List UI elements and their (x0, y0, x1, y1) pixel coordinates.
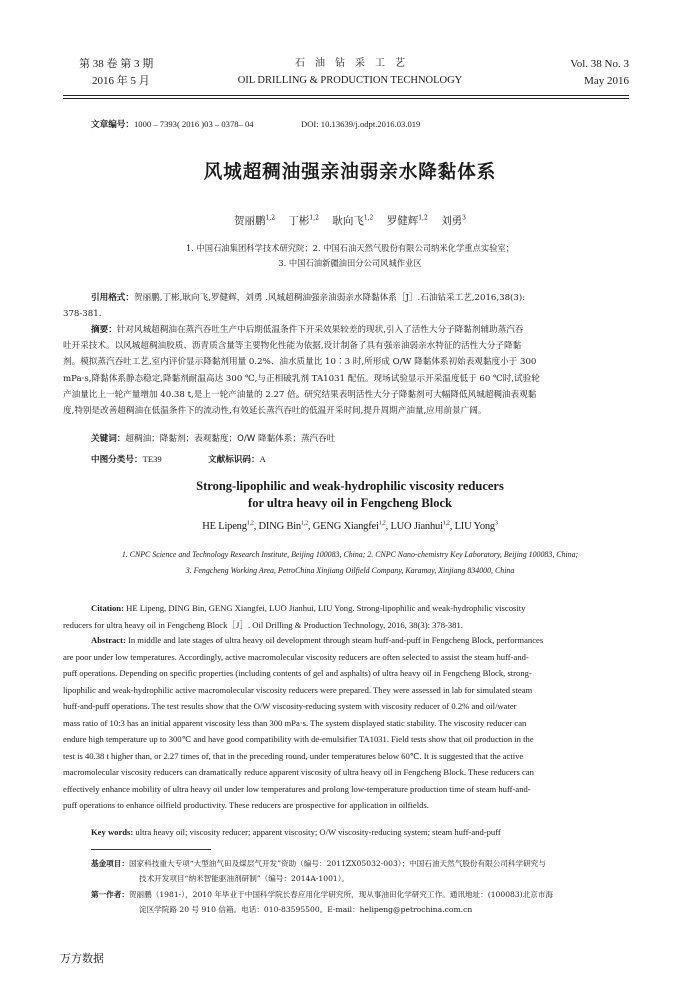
clc-number: 中图分类号：TE39 (91, 454, 162, 465)
header-date-en: May 2016 (584, 75, 629, 87)
affiliation-zh-line: 1. 中国石油集团科学技术研究院；2. 中国石油天然气股份有限公司纳米化学重点实验室； (185, 243, 515, 253)
abstract-zh-label: 摘要： (91, 325, 117, 335)
keywords-en: Key words: ultra heavy oil; viscosity reducer; apparent viscosity; O/W viscosity-reducing system; steam huff-and-puff (91, 827, 501, 837)
author-zh: 贺丽鹏$^{1,2}$ (234, 214, 276, 227)
author-zh: 罗健辉$^{1,2}$ (386, 214, 428, 227)
article-no-label: 文章编号： (91, 120, 134, 130)
fund-label: 基金项目： (91, 859, 129, 868)
author-label: 第一作者： (91, 890, 129, 899)
keywords-zh: 关键词：超稠油；降黏剂；表观黏度；O/W 降黏体系；蒸汽吞吐 (91, 434, 336, 444)
header-rule-top (63, 95, 629, 96)
header-rule-bottom (63, 98, 629, 99)
citation-en-label: Citation: (91, 603, 124, 613)
abstract-en: Abstract: In middle and late stages of ultra heavy oil development through steam huff-and-puff in Fengcheng Block, performances are poor under low temperatures. Accordingly, active macromolecular viscosity reducers are often selected to assist the steam huff-and- puff operations. Depending on specific properties (including contents of gel and asphalts) of ultra heavy oil in Fengcheng Block, strong- lipophilic and weak-hydrophilic active macromolecular viscosity reducers were prepared. They were assessed in lab for simulated steam huff-and-puff operations. The test results show that the O/W viscosity-reducing system with viscosity reducer of 0.2% and oil/water mass ratio of 10:3 has an initial apparent viscosity less than 300 mPa·s. The system displayed static stability. The viscosity reducer can endure high temperature up to 300℃ and have good compatibility with de-emulsifier TA1031. Field tests show that oil production in the test is 40.38 t higher than, or 2.27 times of, that in the preceding round, under temperatures below 60℃. It is suggested that the active macromolecular viscosity reducers can dramatically reduce apparent viscosity of ultra heavy oil in Fengcheng Block. These reducers can effectively enhance mobility of ultra heavy oil under low temperatures and prolong low-temperature production time of steam huff-and- puff operations to enhance oilfield productivity. These reducers are prospective for application in oilfields. (63, 635, 544, 810)
citation-en: Citation: HE Lipeng, DING Bin, GENG Xiangfei, LUO Jianhui, LIU Yong. Strong-lipophilic and weak-hydrophilic viscosity reducers for ultra heavy oil in Fengcheng Block［J］. Oil Drilling & Production Technology, 2016, 38(3): 378-381. (63, 603, 526, 630)
doi: DOI: 10.13639/j.odpt.2016.03.019 (301, 119, 421, 129)
affiliation-zh-line: 3. 中国石油新疆油田分公司风城作业区 (278, 258, 422, 268)
article-no: 1000 – 7393( 2016 )03 – 0378– 04 (133, 119, 254, 129)
affiliation-en-line: 3. Fengcheng Working Area, PetroChina Xinjiang Oilfield Company, Karamay, Xinjiang 834000, China (185, 566, 515, 575)
article-meta (91, 118, 254, 131)
author-zh: 丁彬$^{1,2}$ (288, 214, 319, 227)
author-zh: 耿向飞$^{1,2}$ (332, 214, 374, 227)
footnote-fund: 基金项目：国家科技重大专项“大型油气田及煤层气开发”资助（编号：2011ZX05032-003）；中国石油天然气股份有限公司科学研究与 技术开发项目“纳米智能驱油剂研制”（编号：2014A-1001）。 (91, 859, 546, 883)
header-journal-zh: 石 油 钻 采 工 艺 (295, 58, 405, 69)
author-en: DING Bin$^{1,2}$ (258, 520, 308, 532)
authors-zh (0, 213, 700, 228)
doc-code: 文献标识码：A (208, 454, 266, 465)
header-date-zh: 2016 年 5 月 (92, 75, 150, 87)
keywords-zh-label: 关键词： (91, 434, 126, 444)
affiliations-en (0, 547, 700, 579)
author-en: HE Lipeng$^{1,2}$ (202, 520, 254, 532)
author-en: LUO Jianhui$^{1,2}$ (390, 520, 450, 532)
author-en: GENG Xiangfei$^{1,2}$ (312, 520, 386, 532)
header-volume-zh: 第 38 卷 第 3 期 (79, 58, 154, 70)
abstract-zh: 摘要：针对风城超稠油在蒸汽吞吐生产中后期低温条件下开采效果较差的现状,引入了活性大分子降黏剂辅助蒸汽吞 吐开采技术。以风城超稠油胶质、沥青质含量等主要物化性能为依据,设计制备了具有强亲油弱亲水特征的活性大分子降黏 剂。模拟蒸汽吞吐工艺,室内评价显示降黏剂用量 0.2%、油水质量比 10∶3 时,所形成 O/W 降黏体系初始表观黏度小于 300 mPa·s,降黏体系静态稳定,降黏剂耐温高达 300 ℃,与正相破乳剂 TA1031 配伍。现场试验显示开采温度低于 60 ℃时,试验轮 产油量比上一轮产量增加 40.38 t,是上一轮产油量的 2.27 倍。研究结果表明活性大分子降黏剂可大幅降低风城超稠油表观黏 度,特别是改善超稠油在低温条件下的流动性,有效延长蒸汽吞吐的低温开采时间,提升周期产油量,应用前景广阔。 (63, 325, 540, 417)
header-journal-en: OIL DRILLING & PRODUCTION TECHNOLOGY (237, 75, 463, 86)
title-en: Strong-lipophilic and weak-hydrophilic viscosity reducers for ultra heavy oil in Fengcheng Block (196, 479, 504, 510)
citation-zh: 引用格式：贺丽鹏,丁彬,耿向飞,罗健辉，刘勇 .风城超稠油强亲油弱亲水降黏体系［J］.石油钻采工艺,2016,38(3): 378-381. (63, 293, 526, 320)
watermark-wanfang: 万方数据 (60, 952, 104, 965)
affiliation-en-line: 1. CNPC Science and Technology Research Institute, Beijing 100083, China; 2. CNPC Nano-chemistry Key Laboratory, Beijing 100083, China; (121, 550, 579, 559)
citation-zh-label: 引用格式： (91, 293, 134, 303)
affiliations-zh (0, 241, 700, 271)
header-volume-en: Vol. 38 No. 3 (570, 58, 629, 70)
abstract-en-label: Abstract: (91, 635, 126, 645)
footnote-rule (91, 849, 211, 850)
authors-en: HE Lipeng$^{1,2}$, DING Bin$^{1,2}$, GENG Xiangfei$^{1,2}$, LUO Jianhui$^{1,2}$, LIU Yong$^3$ (202, 520, 498, 532)
footnote-author: 第一作者：贺丽鹏（1981-），2010 年毕业于中国科学院长春应用化学研究所，现从事油田化学研究工作。通讯地址：(100083)北京市海 淀区学院路 20 号 910 信箱。电话：010-83595500。E-mail：helipeng@petrochina.com.cn (91, 890, 554, 914)
title-zh: 风城超稠油强亲油弱亲水降黏体系 (203, 162, 497, 183)
keywords-en-label: Key words: (91, 827, 134, 837)
author-en: LIU Yong$^3$ (454, 520, 498, 532)
author-zh: 刘勇$^3$ (441, 214, 466, 227)
